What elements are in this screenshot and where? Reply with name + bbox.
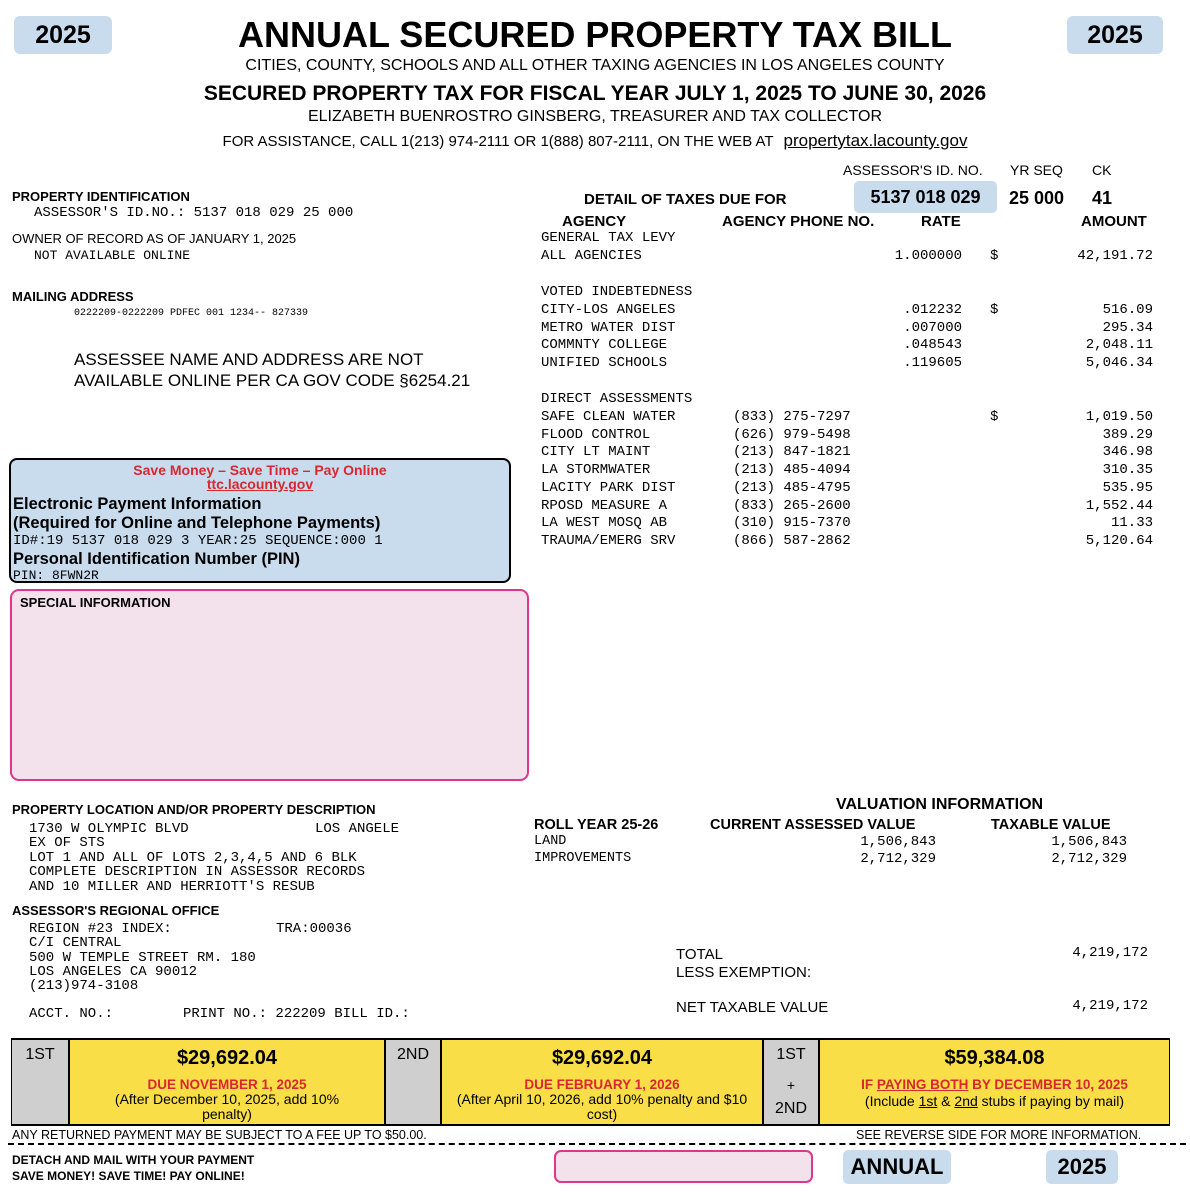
save-money-line: SAVE MONEY! SAVE TIME! PAY ONLINE!	[12, 1169, 245, 1183]
both-due-suffix: BY DECEMBER 10, 2025	[968, 1077, 1128, 1092]
tax-agency: LACITY PARK DIST	[541, 479, 676, 496]
tax-agency: LA STORMWATER	[541, 462, 651, 479]
valuation-current-value: 2,712,329	[860, 851, 936, 867]
region-index: REGION #23 INDEX:	[29, 921, 172, 937]
tax-amount: 346.98	[1102, 444, 1153, 461]
both-note-first: 1st	[918, 1093, 938, 1109]
location-line3: LOT 1 AND ALL OF LOTS 2,3,4,5 AND 6 BLK	[29, 850, 357, 866]
pin-value: PIN: 8FWN2R	[13, 568, 99, 583]
tax-agency: UNIFIED SCHOOLS	[541, 355, 668, 372]
total-label: TOTAL	[676, 946, 723, 963]
col-amount: AMOUNT	[1081, 213, 1147, 230]
second-installment-tag-box	[385, 1039, 441, 1125]
returned-payment-fee: ANY RETURNED PAYMENT MAY BE SUBJECT TO A FEE UP TO $50.00.	[12, 1128, 427, 1142]
location-line4: COMPLETE DESCRIPTION IN ASSESSOR RECORDS	[29, 864, 366, 880]
owner-of-record-label: OWNER OF RECORD AS OF JANUARY 1, 2025	[12, 231, 297, 246]
second-installment-note: (After April 10, 2026, add 10% penalty and $10 cost)	[456, 1091, 748, 1122]
regional-office-label: ASSESSOR'S REGIONAL OFFICE	[12, 903, 220, 918]
tax-rate: .012232	[903, 302, 962, 318]
both-tag-plus: +	[786, 1077, 796, 1093]
valuation-title: VALUATION INFORMATION	[836, 796, 1044, 813]
epay-title: Electronic Payment Information	[13, 495, 262, 513]
detach-instruction: DETACH AND MAIL WITH YOUR PAYMENT	[12, 1153, 255, 1167]
both-installments-tag-box	[763, 1039, 819, 1125]
tax-rate: .048543	[903, 337, 962, 354]
roll-year: ROLL YEAR 25-26	[534, 817, 659, 833]
ck-label: CK	[1092, 162, 1112, 178]
tax-agency-phone: (833) 265-2600	[733, 497, 851, 514]
tax-amount: 11.33	[1110, 515, 1153, 532]
tax-agency: LA WEST MOSQ AB	[541, 515, 668, 532]
first-installment-tag: 1ST	[25, 1046, 55, 1063]
collector-line: ELIZABETH BUENROSTRO GINSBERG, TREASURER AND TAX COLLECTOR	[307, 108, 883, 125]
assessor-id-line: ASSESSOR'S ID.NO.: 5137 018 029 25 000	[34, 205, 354, 221]
stub-year-badge: 2025	[1046, 1150, 1118, 1184]
yrseq-value: 25 000	[1009, 188, 1065, 208]
tax-agency: CITY LT MAINT	[541, 444, 651, 461]
acct-no-label: ACCT. NO.:	[29, 1006, 114, 1022]
tax-agency-phone: (213) 485-4795	[733, 479, 851, 496]
bill-subtitle: CITIES, COUNTY, SCHOOLS AND ALL OTHER TAXING AGENCIES IN LOS ANGELES COUNTY	[245, 57, 945, 74]
col-agency-phone: AGENCY PHONE NO.	[722, 213, 875, 230]
tax-agency: TRAUMA/EMERG SRV	[541, 532, 676, 549]
see-reverse-side: SEE REVERSE SIDE FOR MORE INFORMATION.	[856, 1128, 1142, 1142]
property-identification-label: PROPERTY IDENTIFICATION	[12, 189, 190, 204]
assistance-text: FOR ASSISTANCE, CALL 1(213) 974-2111 OR 1(888) 807-2111, ON THE WEB AT	[222, 133, 774, 150]
privacy-notice-line2: AVAILABLE ONLINE PER CA GOV CODE §6254.21	[74, 371, 471, 390]
tax-rate: .007000	[903, 319, 962, 336]
first-installment-stub[interactable]	[69, 1039, 385, 1125]
tax-agency-phone: (213) 847-1821	[733, 444, 851, 461]
valuation-row-label: IMPROVEMENTS	[534, 851, 632, 866]
direct-assessments-label: DIRECT ASSESSMENTS	[541, 391, 693, 407]
assistance-line	[0, 131, 1190, 151]
col-agency: AGENCY	[562, 213, 627, 230]
both-tag-second: 2ND	[774, 1100, 807, 1117]
tax-amount: 516.09	[1102, 302, 1153, 318]
location-city: LOS ANGELE	[315, 821, 400, 837]
less-exemption-label: LESS EXEMPTION:	[676, 964, 812, 981]
tax-agency-phone: (833) 275-7297	[733, 409, 851, 425]
both-note-amp: &	[937, 1093, 955, 1109]
both-due-underlined: PAYING BOTH	[876, 1077, 969, 1092]
tax-amount: 5,046.34	[1085, 355, 1153, 372]
valuation-current-value: 1,506,843	[860, 834, 936, 850]
mailing-address-label: MAILING ADDRESS	[12, 289, 134, 304]
both-installments-amount: $59,384.08	[944, 1047, 1045, 1069]
website-link[interactable]: propertytax.lacounty.gov	[783, 131, 968, 150]
valuation-row-label: LAND	[534, 834, 567, 849]
location-line2: EX OF STS	[29, 835, 105, 851]
tax-amount: 1,019.50	[1085, 409, 1153, 425]
special-information-label: SPECIAL INFORMATION	[20, 595, 171, 610]
tax-dollar-sign: $	[990, 302, 999, 318]
year-badge-left: 2025	[14, 16, 112, 54]
col-rate: RATE	[921, 213, 961, 230]
total-value: 4,219,172	[1072, 945, 1148, 961]
mailing-code: 0222209-0222209 PDFEC 001 1234-- 827339	[74, 308, 309, 319]
bill-title: ANNUAL SECURED PROPERTY TAX BILL	[237, 14, 953, 55]
assessor-id-label: ASSESSOR'S ID. NO.	[843, 162, 983, 178]
second-installment-tag: 2ND	[396, 1046, 429, 1063]
col-current-assessed: CURRENT ASSESSED VALUE	[710, 817, 916, 833]
tax-amount: 2,048.11	[1085, 337, 1153, 354]
tax-agency: FLOOD CONTROL	[541, 426, 651, 443]
fiscal-year-line: SECURED PROPERTY TAX FOR FISCAL YEAR JULY 1, 2025 TO JUNE 30, 2026	[203, 82, 987, 105]
assessor-id-badge: 5137 018 029	[854, 181, 997, 213]
tax-amount: 5,120.64	[1085, 532, 1153, 549]
general-tax-levy-label: GENERAL TAX LEVY	[541, 230, 676, 246]
tax-agency: METRO WATER DIST	[541, 319, 676, 336]
tax-agency-phone: (626) 979-5498	[733, 426, 851, 443]
col-taxable-value: TAXABLE VALUE	[991, 817, 1111, 833]
regional-office-phone: (213)974-3108	[29, 978, 139, 994]
tax-amount: 295.34	[1102, 319, 1153, 336]
location-line5: AND 10 MILLER AND HERRIOTT'S RESUB	[29, 879, 315, 895]
electronic-payment-box	[9, 458, 511, 583]
print-bill-id: PRINT NO.: 222209 BILL ID.:	[183, 1006, 410, 1022]
owner-of-record-value: NOT AVAILABLE ONLINE	[34, 248, 191, 263]
second-installment-due: DUE FEBRUARY 1, 2026	[524, 1077, 680, 1092]
detail-taxes-label: DETAIL OF TAXES DUE FOR	[584, 191, 787, 208]
epay-required-note: (Required for Online and Telephone Payments)	[13, 514, 381, 532]
first-installment-due: DUE NOVEMBER 1, 2025	[147, 1077, 307, 1092]
stub-special-box	[554, 1150, 813, 1183]
pay-online-link[interactable]: ttc.lacounty.gov	[206, 476, 314, 492]
tax-rate: .119605	[903, 355, 962, 372]
tax-agency: COMMNTY COLLEGE	[541, 337, 668, 354]
regional-office-line4: LOS ANGELES CA 90012	[29, 964, 198, 980]
both-installments-stub[interactable]	[819, 1039, 1170, 1125]
tax-agency-phone: (213) 485-4094	[733, 462, 851, 479]
tax-agency: SAFE CLEAN WATER	[541, 409, 676, 425]
tax-amount: 535.95	[1102, 479, 1153, 496]
special-information-box	[10, 589, 529, 781]
yrseq-label: YR SEQ	[1010, 162, 1063, 178]
tax-agency: ALL AGENCIES	[541, 248, 642, 264]
both-installments-note	[820, 1093, 1169, 1109]
tax-agency-phone: (310) 915-7370	[733, 515, 851, 532]
tax-agency: RPOSD MEASURE A	[541, 497, 668, 514]
both-tag-first: 1ST	[776, 1046, 806, 1063]
both-note-second: 2nd	[954, 1093, 978, 1109]
voted-indebtedness-label: VOTED INDEBTEDNESS	[541, 284, 693, 300]
tax-dollar-sign: $	[990, 409, 999, 425]
net-taxable-value: 4,219,172	[1072, 998, 1148, 1014]
ck-value: 41	[1092, 188, 1113, 208]
first-installment-tag-box	[11, 1039, 69, 1125]
both-due-prefix: IF	[861, 1077, 877, 1092]
tax-amount: 42,191.72	[1077, 248, 1153, 264]
both-note-prefix: (Include	[864, 1093, 919, 1109]
first-installment-amount: $29,692.04	[176, 1047, 278, 1069]
second-installment-stub[interactable]	[441, 1039, 763, 1125]
detach-line	[8, 1143, 1186, 1145]
regional-office-line3: 500 W TEMPLE STREET RM. 180	[29, 950, 256, 966]
first-installment-note: (After December 10, 2025, add 10% penalty)	[114, 1091, 340, 1122]
tax-amount: 1,552.44	[1085, 497, 1153, 514]
valuation-taxable-value: 1,506,843	[1051, 834, 1127, 850]
both-note-suffix: stubs if paying by mail)	[977, 1093, 1125, 1109]
tax-agency: CITY-LOS ANGELES	[541, 302, 676, 318]
tax-rate: 1.000000	[894, 248, 962, 264]
tax-agency-phone: (866) 587-2862	[733, 532, 851, 549]
both-installments-due	[820, 1077, 1169, 1092]
tra-value: TRA:00036	[276, 921, 352, 937]
year-badge-right: 2025	[1067, 16, 1163, 54]
regional-office-line2: C/I CENTRAL	[29, 935, 122, 951]
epay-id-line: ID#:19 5137 018 029 3 YEAR:25 SEQUENCE:000 1	[13, 533, 383, 549]
tax-dollar-sign: $	[990, 248, 999, 264]
privacy-notice-line1: ASSESSEE NAME AND ADDRESS ARE NOT	[74, 350, 424, 369]
property-location-label: PROPERTY LOCATION AND/OR PROPERTY DESCRIPTION	[12, 802, 376, 817]
valuation-taxable-value: 2,712,329	[1051, 851, 1127, 867]
location-address: 1730 W OLYMPIC BLVD	[29, 821, 189, 837]
tax-amount: 310.35	[1102, 462, 1153, 479]
net-taxable-label: NET TAXABLE VALUE	[676, 999, 829, 1016]
annual-badge: ANNUAL	[843, 1150, 951, 1184]
second-installment-amount: $29,692.04	[551, 1047, 653, 1069]
pin-label: Personal Identification Number (PIN)	[13, 550, 300, 568]
pay-online-promo: Save Money – Save Time – Pay Online	[133, 462, 387, 478]
tax-amount: 389.29	[1102, 426, 1153, 443]
